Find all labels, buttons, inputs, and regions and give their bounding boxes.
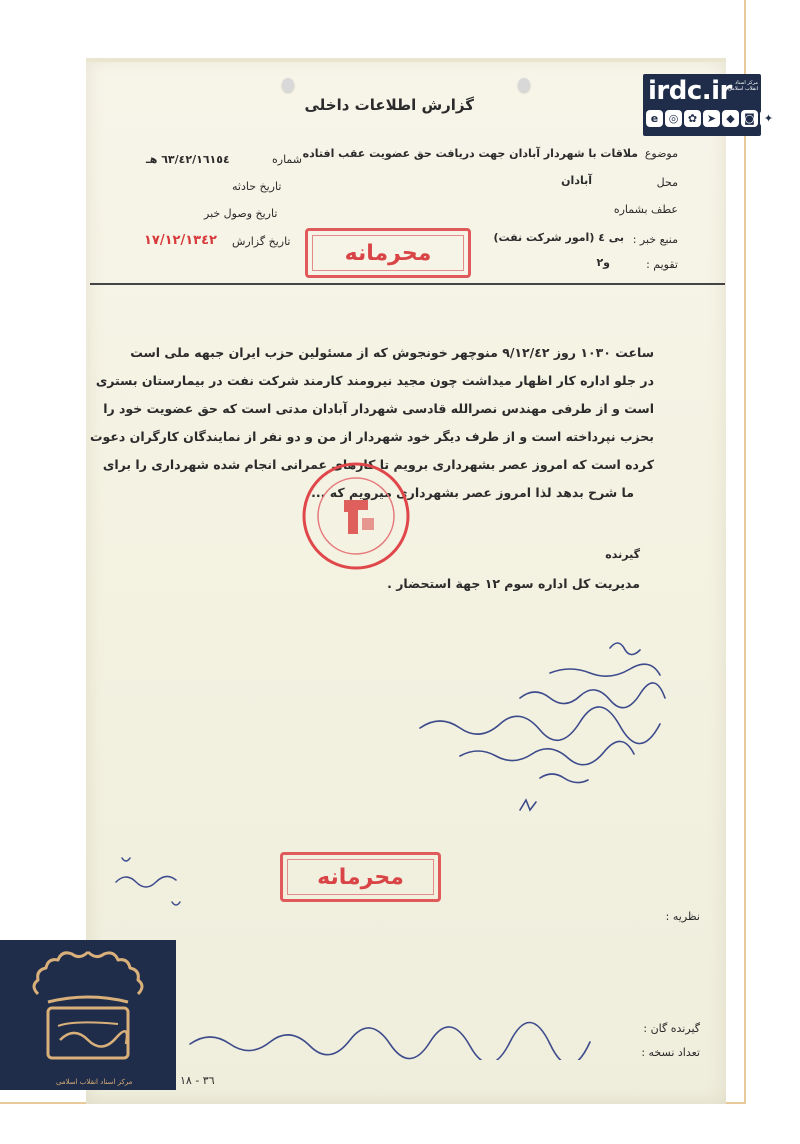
- body-line-5: کرده است که امروز عصر بشهرداری برویم تا کارهای عمرانی انجام شده شهرداری را برای: [102, 457, 654, 472]
- reference-label: عطف بشماره: [613, 203, 678, 216]
- round-seal-icon: [300, 460, 412, 572]
- rating-value: و٢: [596, 256, 610, 269]
- source-value: بی ٤ (امور شرکت نفت): [493, 231, 624, 244]
- margin-note-scribble-icon: [110, 852, 190, 922]
- confidential-stamp-bottom: [280, 852, 441, 902]
- recipients-handwriting-icon: [180, 1020, 600, 1060]
- report-date-label: تاریخ گزارش: [232, 235, 291, 248]
- irdc-brand: irdc.ir: [648, 76, 732, 106]
- body-line-1: ساعت ١٠٣٠ روز ٩/١٢/٤٢ منوچهر خونجوش که از مسئولین حزب ایران جبهه ملی است: [130, 345, 654, 360]
- body-line-6: ما شرح بدهد لذا امروز عصر بشهرداری میرویم که ...: [311, 485, 634, 500]
- location-value: آبادان: [561, 174, 592, 187]
- bale-icon[interactable]: ◆: [722, 110, 739, 127]
- aparat-icon[interactable]: ✿: [684, 110, 701, 127]
- recipients-label: گیرنده گان :: [643, 1022, 700, 1035]
- confidential-stamp-top: [305, 228, 471, 278]
- copies-label: تعداد نسخه :: [641, 1046, 700, 1059]
- punch-hole-right: [518, 78, 530, 92]
- subject-label: موضوع: [644, 147, 678, 160]
- twitter-icon[interactable]: ✦: [760, 110, 777, 127]
- received-date-label: تاریخ وصول خبر: [204, 207, 278, 220]
- punch-hole-left: [282, 78, 294, 92]
- location-label: محل: [656, 176, 678, 189]
- paper-top-edge: [86, 58, 726, 62]
- footer-code: ٣٦ - ١٨: [180, 1074, 215, 1087]
- eitaa-icon[interactable]: e: [646, 110, 663, 127]
- source-label: منبع خبر :: [632, 233, 678, 246]
- irdc-brand-sub: مرکز اسناد انقلاب اسلامی: [728, 80, 758, 92]
- instagram-icon[interactable]: ◙: [741, 110, 758, 127]
- handwritten-scribble-icon: [400, 628, 700, 828]
- incident-date-label: تاریخ حادثه: [232, 180, 282, 193]
- rubika-icon[interactable]: ◎: [665, 110, 682, 127]
- body-line-2: در جلو اداره کار اظهار میداشت چون مجید نیرومند کارمند شرکت نفت در بیمارستان بستری: [95, 373, 654, 388]
- report-date-value: ١٧/١٢/١٣٤٢: [144, 233, 217, 248]
- page-frame-right: [744, 0, 746, 1104]
- organization-logo: [0, 940, 176, 1090]
- number-label: شماره: [272, 153, 303, 166]
- document-title: گزارش اطلاعات داخلی: [304, 96, 474, 114]
- recipient-label: گیرنده: [605, 548, 640, 561]
- number-value: ٦٣/٤٢/١٦١٥٤ هـ: [146, 153, 230, 166]
- body-line-3: است و از طرفی مهندس نصرالله قادسی شهردار آبادان مدتی است که حق عضویت خود را: [103, 401, 654, 416]
- opinion-label: نظریه :: [665, 910, 700, 923]
- body-line-4: بحزب نپرداخته است و از طرف دیگر خود شهردار از من و دو نفر از نمایندگان کارگران دعوت: [89, 429, 654, 444]
- confidential-stamp-top-text: محرمانه: [344, 240, 432, 266]
- header-divider: [90, 283, 725, 285]
- organization-emblem-icon: [0, 940, 176, 1090]
- rating-label: تقویم :: [646, 258, 678, 271]
- telegram-icon[interactable]: ➤: [703, 110, 720, 127]
- recipient-value: مدیریت کل اداره سوم ١٢ جهة استحضار .: [387, 576, 640, 591]
- subject-value: ملاقات با شهردار آبادان جهت دریافت حق عضویت عقب افتاده: [302, 147, 638, 160]
- confidential-stamp-bottom-text: محرمانه: [317, 864, 404, 890]
- social-icons: [646, 110, 777, 127]
- organization-name: مرکز اسناد انقلاب اسلامی: [56, 1078, 133, 1086]
